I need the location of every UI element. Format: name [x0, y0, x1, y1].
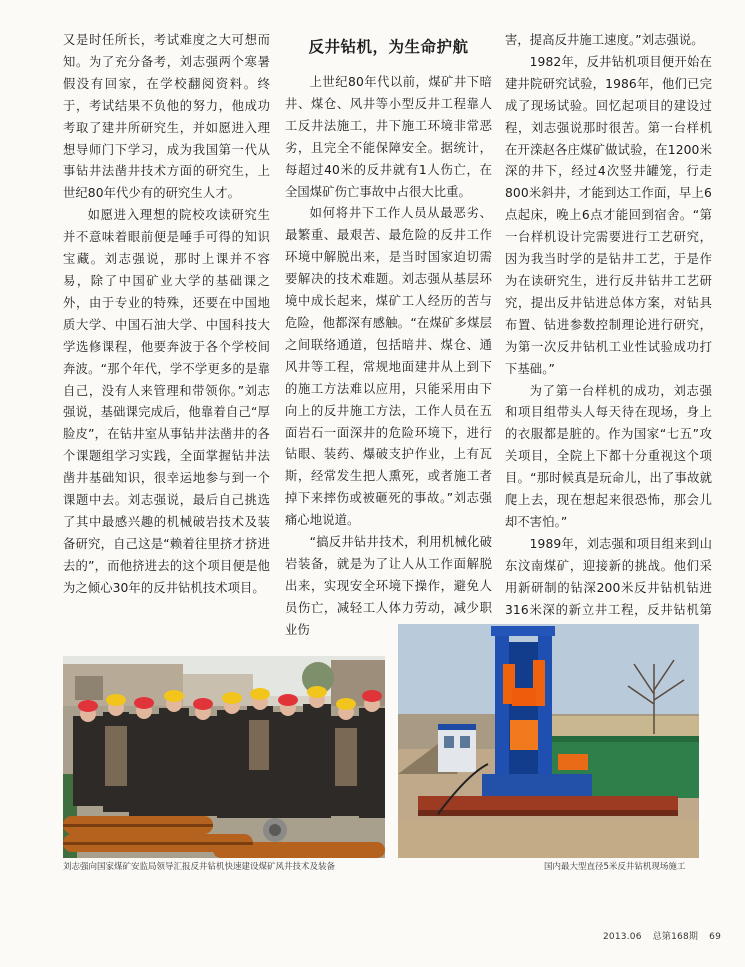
- article-column-1: [63, 30, 270, 600]
- photo-raise-boring-machine: [398, 624, 699, 858]
- paragraph: 害，提高反井施工速度。”刘志强说。: [505, 33, 704, 47]
- paragraph: 如愿进入理想的院校攻读研究生并不意味着眼前便是唾手可得的知识宝藏。刘志强说，那时上课并不容易，除了中国矿业大学的基础课之外，由于专业的特殊，还要在中国地质大学、中国石油大学、中国科技大学选修课程，他要奔波于各个学校间奔波。“那个年代，学不学更多的是靠自己，没有人来管理和带领你。”刘志强说，基础课完成后，他靠着自己“厚脸皮”，在钻井室从事钻井法凿井的各个课题组学习实践，全面掌握钻井法凿井基础知识，很幸运地参与到一个课题中去。刘志强说，最后自己挑选了其中最感兴趣的机械破岩技术及装备研究，自己这是“赖着往里挤才挤进去的”，而他挤进去的这个项目便是他为之倾心30年的反井钻机技术项目。: [63, 208, 270, 595]
- photo-caption: 国内最大型直径5米反井钻机现场施工: [544, 862, 686, 872]
- page-number: 69: [709, 932, 721, 942]
- paragraph: 1982年，反井钻机项目便开始在建井院研究试验，1986年，他们已完成了现场试验。回忆起项目的建设过程，刘志强说那时很苦。第一台样机在开滦赵各庄煤矿做试验，在1200米深的井下，经过4次竖井罐笼，行走800米斜井，才能到达工作面，早上6点起床，晚上6点才能回到宿舍。“第一台样机设计完需要进行工艺研究，因为我当时学的是钻井工艺，于是作为在读研究生，进行反井钻井工艺研究，提出反井钻进总体方案，对钻具布置、钻进参数控制理论进行研究，为第一次反井钻机工业性试验成功打下基础。”: [505, 54, 712, 376]
- paragraph: 如何将井下工作人员从最恶劣、最繁重、最艰苦、最危险的反井工作环境中解脱出来，是当时国家迫切需要解决的技术难题。刘志强从基层环境中成长起来，煤矿工人经历的苦与危险，他都深有感触。“在煤矿多煤层之间联络通道，包括暗井、煤仓、通风井等工程，常规地面建井从上到下的施工方法难以应用，只能采用由下向上的反井施工方法，工作人员在五面岩石一面深井的危险环境下，进行钻眼、装药、爆破支护作业，上有瓦斯，经常发生把人熏死，或者施工者掉下来摔伤或被砸死的事故。”刘志强痛心地说道。: [285, 206, 492, 528]
- section-heading: 反井钻机，为生命护航: [308, 38, 469, 56]
- photo-officials-briefing: [63, 656, 385, 858]
- article-column-3: [505, 30, 712, 643]
- paragraph: 为了第一台样机的成功，刘志强和项目组带头人每天待在现场，身上的衣服都是脏的。作为国家“七五”攻关项目，全院上下都十分重视这个项目。“那时候真是玩命儿，出了事故就爬上去，现在想起来很恐怖，那会儿却不害怕。”: [505, 383, 712, 529]
- issue-date: 2013.06: [603, 932, 642, 942]
- paragraph: 又是时任所长，考试难度之大可想而知。为了充分备考，刘志强两个寒暑假没有回家，在学校翻阅资料。终于，考试结果不负他的努力，他成功考取了建井所研究生，并如愿进入理想导师门下学习，成为我国第一代从事钻井法凿井技术方面的研究生，上世纪80年代少有的研究生人才。: [63, 33, 270, 201]
- issue-number: 总第168期: [652, 932, 699, 942]
- photo-caption: 刘志强向国家煤矿安监局领导汇报反井钻机快速建设煤矿风井技术及装备: [63, 862, 336, 872]
- paragraph: “搞反井钻井技术，利用机械化破岩装备，就是为了让人从工作面解脱出来，实现安全环境下操作，避免人员伤亡，减轻工人体力劳动，减少职业伤: [285, 535, 492, 637]
- article-column-2: [285, 36, 492, 642]
- page-footer: [603, 929, 729, 942]
- paragraph: 上世纪80年代以前，煤矿井下暗井、煤仓、风井等小型反井工程靠人工反井法施工，井下施工环境非常恶劣，且完全不能保障安全。据统计，每超过40米的反井就有1人伤亡，在全国煤矿伤亡事故中占很大比重。: [285, 75, 492, 199]
- paragraph: 1989年，刘志强和项目组来到山东汶南煤矿，迎接新的挑战。他们采用新研制的钻深200米反井钻机钻进316米深的新立井工程，反井钻机第: [505, 536, 712, 617]
